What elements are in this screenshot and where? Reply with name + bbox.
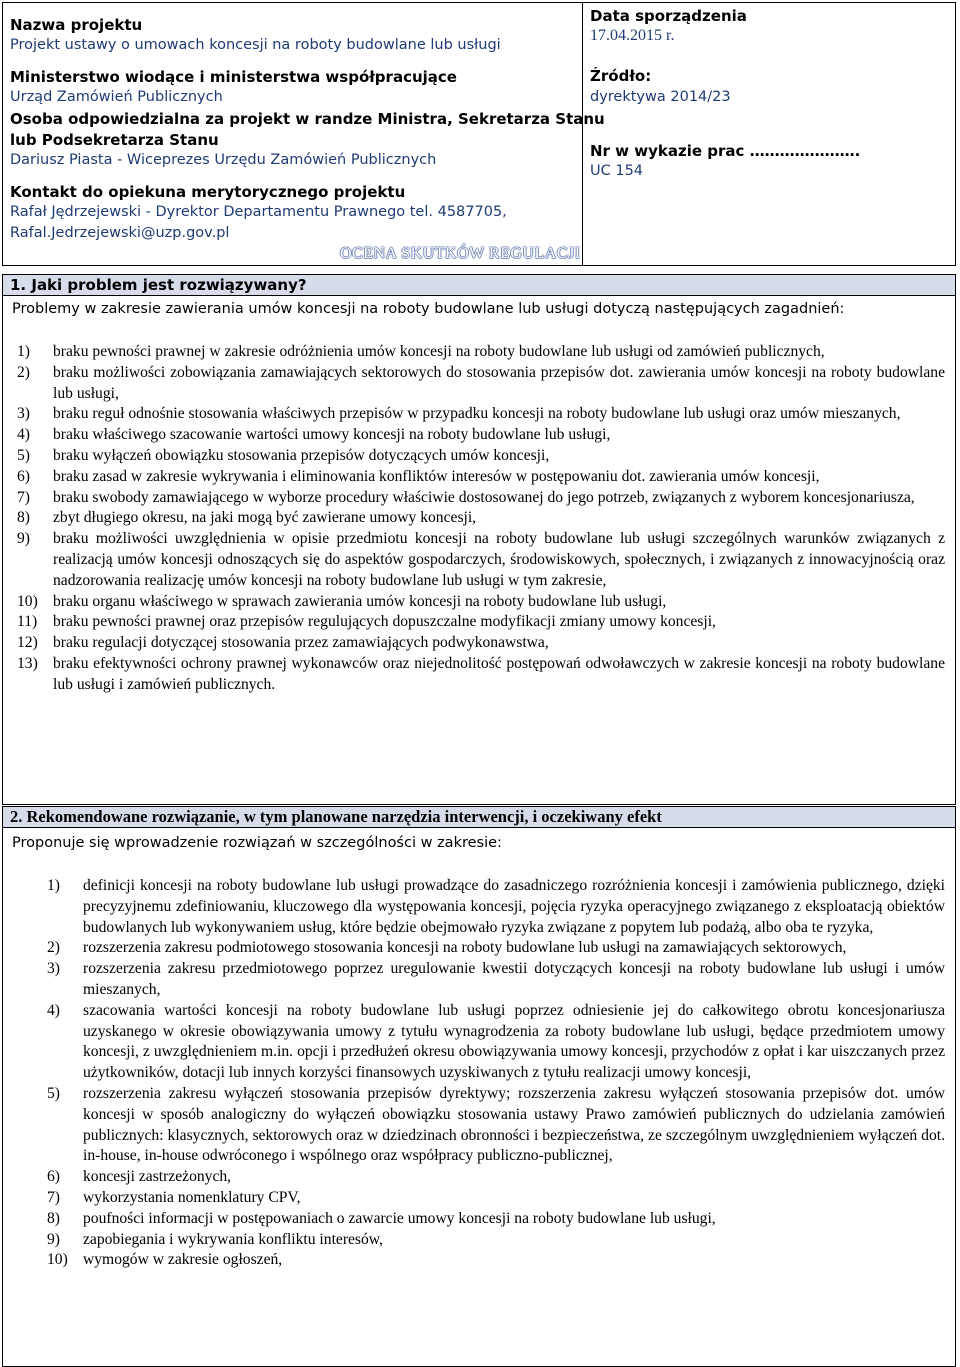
responsible-label-2: lub Podsekretarza Stanu [10,131,219,149]
list-item [17,488,945,509]
contact-label: Kontakt do opiekuna merytorycznego projektu [10,183,406,201]
list-item-number: 7) [17,488,30,506]
section2-heading: 2. Rekomendowane rozwiązanie, w tym planowane narzędzia interwencji, i oczekiwany efekt [10,807,662,826]
list-item [17,342,945,363]
list-item-text: wymogów w zakresie ogłoszeń, [83,1251,283,1269]
list-item-number: 9) [17,530,30,548]
list-item-number: 6) [17,467,30,485]
worklist-value: UC 154 [590,163,644,179]
list-item [17,529,945,591]
list-item [47,1167,945,1188]
responsible-label-1: Osoba odpowiedzialna za projekt w randze Ministra, Sekretarza Stanu [10,110,605,128]
list-item-text: braku pewności prawnej oraz przepisów regulujących dopuszczalne modyfikacji zmiany umowy koncesji, [53,613,716,631]
list-item-number: 3) [17,405,30,423]
list-item-number: 3) [47,960,60,978]
list-item-number: 5) [47,1084,60,1102]
section1-list [17,342,945,696]
ministry-label: Ministerstwo wiodące i ministerstwa współpracujące [10,68,457,86]
list-item-text: braku reguł odnośnie stosowania właściwych przepisów w przypadku koncesji na roboty budowlane lub usługi oraz umów mieszanych, [53,405,901,423]
list-item-number: 11) [17,613,38,631]
list-item-number: 12) [17,634,38,652]
project-label: Nazwa projektu [10,16,143,34]
list-item-text: poufności informacji w postępowaniach o zawarcie umowy koncesji na roboty budowlane lub usługi, [83,1209,716,1227]
list-item [17,508,945,529]
list-item-text: rozszerzenia zakresu przedmiotowego poprzez uregulowanie kwestii dotyczących koncesji na roboty budowlane lub usługi i umów mieszanych, [83,960,945,998]
list-item [47,1188,945,1209]
date-label: Data sporządzenia [590,7,747,25]
contact-email: Rafal.Jedrzejewski@uzp.gov.pl [10,225,230,241]
list-item [17,592,945,613]
list-item-text: braku możliwości uwzględnienia w opisie przedmiotu koncesji na roboty budowlane lub usługi szczególnych warunków związanych z realizacją umów koncesji odnoszących się do aspektów gospodarczych, środowiskowych, społecznych, i związanych z innowacyjnością oraz nadzorowania realizację umów koncesji na roboty budowlane lub usługi w tym zakresie, [53,530,945,589]
list-item [47,1209,945,1230]
list-item-text: braku pewności prawnej w zakresie odróżnienia umów koncesji na roboty budowlane lub usługi od zamówień publicznych, [53,343,825,360]
list-item-text: koncesji zastrzeżonych, [83,1168,232,1186]
list-item [17,654,945,696]
list-item-text: szacowania wartości koncesji na roboty budowlane lub usługi poprzez odniesienie jej do całkowitego obrotu koncesjonariusza uzyskanego w okresie obowiązywania umowy z tytułu wynagrodzenia za roboty budowlane lub usługi, będące przedmiotem umowy koncesji, z uwzględnieniem m.in. opcji i przedłużeń okresu obowiązywania umowy koncesji, przychodów z opłat i kar uiszczanych przez użytkowników, dotacji lub innych korzyści finansowych uzyskiwanych z tytułu realizacji umowy koncesji, [83,1001,945,1082]
list-item [17,425,945,446]
list-item [47,1001,945,1084]
worklist-dots: ………………… [749,142,855,160]
section1-heading: 1. Jaki problem jest rozwiązywany? [10,276,307,294]
list-item [47,1230,945,1251]
list-item-text: zbyt długiego okresu, na jaki mogą być zawierane umowy koncesji, [53,509,477,527]
list-item [47,959,945,1001]
date-value: 17.04.2015 r. [590,27,675,44]
list-item-text: braku swobody zamawiającego w wyborze procedury właściwie dostosowanej do jego potrzeb, związanych z wyborem koncesjonariusza, [53,488,915,506]
list-item [47,876,945,938]
list-item-text: braku możliwości zobowiązania zamawiających sektorowych do stosowania przepisów dot. zawierania umów koncesji na roboty budowlane lub usługi, [53,363,945,402]
list-item-number: 10) [17,592,38,610]
list-item [17,467,945,488]
list-item-number: 8) [17,509,30,527]
list-item-number: 2) [17,363,30,381]
list-item-text: braku właściwego szacowanie wartości umowy koncesji na roboty budowlane lub usługi, [53,426,611,444]
list-item [17,446,945,467]
list-item [17,363,945,405]
list-item-number: 9) [47,1230,60,1248]
list-item-text: braku regulacji dotyczącej stosowania przez zamawiających podwykonawstwa, [53,634,549,652]
list-item-text: braku wyłączeń obowiązku stosowania przepisów dotyczących umów koncesji, [53,446,550,464]
list-item-number: 1) [47,877,60,894]
section-band-title: OCENA SKUTKÓW REGULACJI [340,245,581,262]
list-item [47,938,945,959]
section1-intro: Problemy w zakresie zawierania umów koncesji na roboty budowlane lub usługi dotyczą następujących zagadnień: [12,301,845,317]
worklist-label-text: Nr w wykazie prac [590,142,745,160]
list-item-number: 8) [47,1209,60,1227]
list-item-number: 13) [17,654,38,672]
list-item [47,1084,945,1167]
list-item [17,633,945,654]
list-item-text: wykorzystania nomenklatury CPV, [83,1188,301,1206]
ministry-value: Urząd Zamówień Publicznych [10,89,223,105]
list-item-number: 10) [47,1251,68,1269]
list-item-number: 6) [47,1168,60,1186]
responsible-value: Dariusz Piasta - Wiceprezes Urzędu Zamówień Publicznych [10,152,437,168]
list-item-text: definicji koncesji na roboty budowlane lub usługi prowadzące do zasadniczego rozróżnienia koncesji i zamówienia publicznego, dzięki precyzyjnemu zdefiniowaniu, kluczowego dla występowania koncesji, pojęcia ryzyka operacyjnego związanego z eksploatacją obiektów budowlanych lub wykonywaniem usług, które będzie obejmowało ryzyka związane z popytem lub podażą, albo oba te ryzyka, [83,877,945,936]
list-item-number: 5) [17,446,30,464]
list-item [17,404,945,425]
list-item-text: rozszerzenia zakresu wyłączeń stosowania przepisów dyrektywy; rozszerzenia zakresu wyłączeń stosowania przepisów dot. umów koncesji w sposób analogiczny do wyłączeń obowiązku stosowania ustawy Prawo zamówień publicznych do udzielania zamówień publicznych: klasycznych, sektorowych oraz w dziedzinach obronności i bezpieczeństwa, ze szczególnym uwzględnieniem wyłączeń dot. in-house, in-house odwróconego i wspólnego oraz współpracy publiczno-publicznej, [83,1084,945,1165]
list-item-text: braku organu właściwego w sprawach zawierania umów koncesji na roboty budowlane lub usługi, [53,592,667,610]
list-item [47,1250,945,1271]
contact-value-1: Rafał Jędrzejewski - Dyrektor Departamentu Prawnego tel. 4587705, [10,204,507,220]
source-value: dyrektywa 2014/23 [590,89,731,105]
project-name: Projekt ustawy o umowach koncesji na roboty budowlane lub usługi [10,37,501,53]
source-label: Źródło: [590,67,652,85]
list-item-text: braku zasad w zakresie wykrywania i eliminowania konfliktów interesów w postępowaniu dot. zawierania umów koncesji, [53,467,820,485]
list-item-number: 7) [47,1188,60,1206]
list-item-text: braku efektywności ochrony prawnej wykonawców oraz niejednolitość postępowań odwoławczych w zakresie koncesji na roboty budowlane lub usługi i zamówień publicznych. [53,654,945,693]
list-item [17,612,945,633]
list-item-number: 1) [17,343,30,360]
section2-list [47,876,945,1271]
list-item-number: 2) [47,939,60,957]
list-item-number: 4) [47,1001,60,1019]
list-item-number: 4) [17,426,30,444]
list-item-text: rozszerzenia zakresu podmiotowego stosowania koncesji na roboty budowlane lub usługi na zamawiających sektorowych, [83,939,847,957]
section2-intro: Proponuje się wprowadzenie rozwiązań w szczególności w zakresie: [12,835,502,851]
worklist-label: Nr w wykazie prac …………………. [590,142,861,160]
list-item-text: zapobiegania i wykrywania konfliktu interesów, [83,1230,383,1248]
